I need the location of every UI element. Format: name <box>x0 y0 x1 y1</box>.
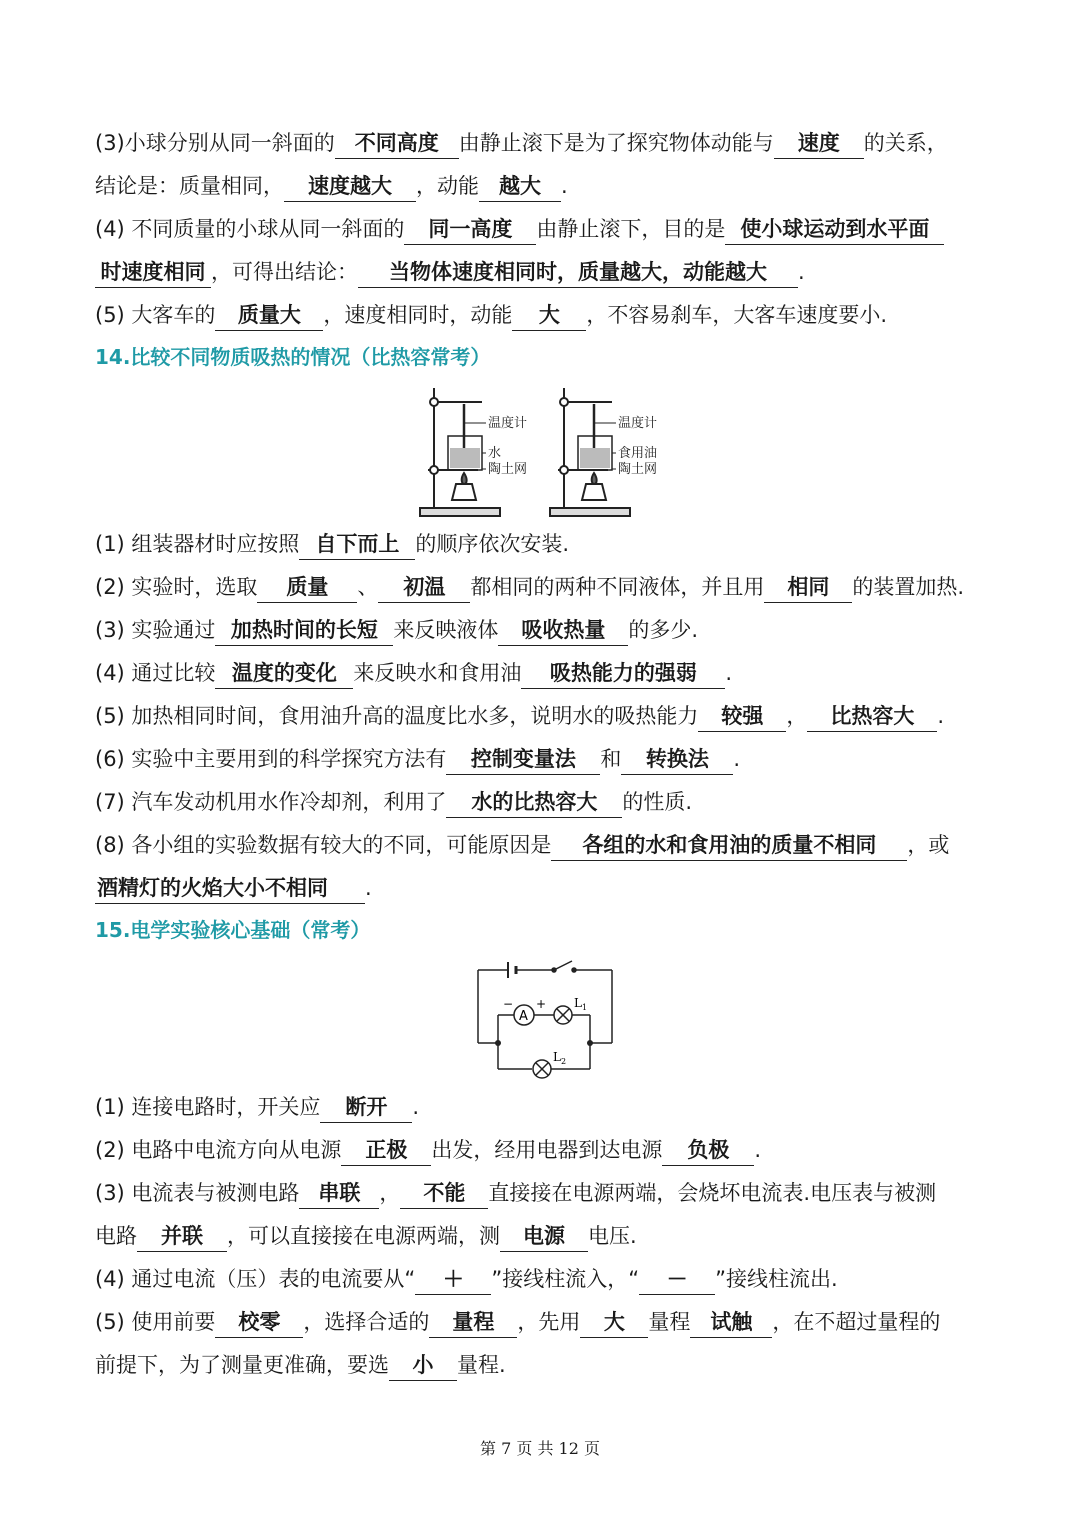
blank-answer: 大 <box>512 300 586 331</box>
blank-answer: 酒精灯的火焰大小不相同 <box>95 873 365 904</box>
heating-apparatus-figure <box>418 380 680 520</box>
s13-q4-line2: 时速度相同 ，可得出结论： 当物体速度相同时，质量越大，动能越大 . <box>95 257 995 288</box>
blank-answer: 校零 <box>215 1307 303 1338</box>
blank-answer: 不能 <box>400 1178 488 1209</box>
blank-answer: 正极 <box>341 1135 431 1166</box>
blank-answer: ＋ <box>415 1264 491 1295</box>
s15-q1: (1) 连接电路时，开关应 断开 . <box>95 1092 995 1123</box>
section-15-heading: 15.电学实验核心基础（常考） <box>95 918 371 942</box>
s15-q3-line2: 电路 并联 ，可以直接接在电源两端，测 电源 电压. <box>95 1221 995 1252</box>
blank-answer: 吸热能力的强弱 <box>521 658 725 689</box>
s14-q8-line1: (8) 各小组的实验数据有较大的不同，可能原因是 各组的水和食用油的质量不相同 ，或 <box>95 830 995 861</box>
blank-answer: 初温 <box>378 572 470 603</box>
s15-q5-line2: 前提下，为了测量更准确，要选 小 量程. <box>95 1350 995 1381</box>
s13-q3-line2: 结论是：质量相同， 速度越大 ，动能 越大 . <box>95 171 995 202</box>
blank-answer: 同一高度 <box>404 214 536 245</box>
s15-q5-line1: (5) 使用前要 校零 ，选择合适的 量程 ，先用 大 量程 试触 ，在不超过量程的 <box>95 1307 995 1338</box>
circuit-diagram-figure <box>470 955 620 1080</box>
s14-q8-line2: 酒精灯的火焰大小不相同 . <box>95 873 995 904</box>
s13-q4-line1: (4) 不同质量的小球从同一斜面的 同一高度 由静止滚下，目的是 使小球运动到水平面 <box>95 214 995 245</box>
blank-answer: 较强 <box>698 701 786 732</box>
blank-answer: 加热时间的长短 <box>215 615 393 646</box>
section-14-heading: 14.比较不同物质吸热的情况（比热容常考） <box>95 345 491 369</box>
blank-answer: 电源 <box>500 1221 588 1252</box>
blank-answer: － <box>639 1264 715 1295</box>
blank-answer: 自下而上 <box>299 529 415 560</box>
blank-answer: 串联 <box>299 1178 379 1209</box>
blank-answer: 不同高度 <box>335 128 459 159</box>
s14-q4: (4) 通过比较 温度的变化 来反映水和食用油 吸热能力的强弱 . <box>95 658 995 689</box>
blank-answer: 水的比热容大 <box>446 787 622 818</box>
s13-q3-line1: (3)小球分别从同一斜面的 不同高度 由静止滚下是为了探究物体动能与 速度 的关系， <box>95 128 995 159</box>
s14-q3: (3) 实验通过 加热时间的长短 来反映液体 吸收热量 的多少. <box>95 615 995 646</box>
blank-answer: 各组的水和食用油的质量不相同 <box>551 830 907 861</box>
blank-answer: 当物体速度相同时，质量越大，动能越大 <box>358 257 798 288</box>
blank-answer: 吸收热量 <box>498 615 628 646</box>
blank-answer: 时速度相同 <box>95 257 211 288</box>
s15-q2: (2) 电路中电流方向从电源 正极 出发，经用电器到达电源 负极 . <box>95 1135 995 1166</box>
s14-q7: (7) 汽车发动机用水作冷却剂，利用了 水的比热容大 的性质. <box>95 787 995 818</box>
gauze-label: 陶土网 <box>618 462 658 477</box>
gauze-label: 陶土网 <box>488 462 528 477</box>
s14-q1: (1) 组装器材时应按照 自下而上 的顺序依次安装. <box>95 529 995 560</box>
minus-terminal: − <box>503 997 514 1011</box>
blank-answer: 质量 <box>257 572 357 603</box>
lamp-l2-label: $L_2$ <box>553 1050 567 1066</box>
s14-q6: (6) 实验中主要用到的科学探究方法有 控制变量法 和 转换法 . <box>95 744 995 775</box>
blank-answer: 使小球运动到水平面 <box>725 214 944 245</box>
blank-answer: 越大 <box>479 171 561 202</box>
thermometer-label: 温度计 <box>618 416 658 431</box>
blank-answer: 速度越大 <box>284 171 416 202</box>
blank-answer: 并联 <box>137 1221 227 1252</box>
blank-answer: 速度 <box>774 128 864 159</box>
water-label: 水 <box>488 446 502 461</box>
blank-answer: 断开 <box>320 1092 412 1123</box>
blank-answer: 控制变量法 <box>446 744 600 775</box>
blank-answer: 质量大 <box>215 300 323 331</box>
s15-q3-line1: (3) 电流表与被测电路 串联 ， 不能 直接接在电源两端，会烧坏电流表.电压表与被测 <box>95 1178 995 1209</box>
s14-q2: (2) 实验时，选取 质量 、 初温 都相同的两种不同液体，并且用 相同 的装置加热. <box>95 572 995 603</box>
blank-answer: 相同 <box>764 572 852 603</box>
oil-label: 食用油 <box>618 446 658 461</box>
blank-answer: 比热容大 <box>807 701 937 732</box>
blank-answer: 量程 <box>429 1307 517 1338</box>
blank-answer: 负极 <box>662 1135 754 1166</box>
lamp-l1-label: $L_1$ <box>574 996 588 1012</box>
s15-q4: (4) 通过电流（压）表的电流要从“ ＋ ”接线柱流入，“ － ”接线柱流出. <box>95 1264 995 1295</box>
blank-answer: 试触 <box>690 1307 772 1338</box>
s13-q5: (5) 大客车的 质量大 ，速度相同时，动能 大 ，不容易刹车，大客车速度要小. <box>95 300 995 331</box>
plus-terminal: + <box>536 997 547 1011</box>
blank-answer: 大 <box>580 1307 648 1338</box>
blank-answer: 转换法 <box>621 744 733 775</box>
page-footer: 第 7 页 共 12 页 <box>480 1439 600 1458</box>
blank-answer: 温度的变化 <box>215 658 353 689</box>
ammeter-symbol: A <box>519 1009 528 1024</box>
blank-answer: 小 <box>389 1350 457 1381</box>
s14-q5: (5) 加热相同时间，食用油升高的温度比水多，说明水的吸热能力 较强 ， 比热容大 . <box>95 701 995 732</box>
thermometer-label: 温度计 <box>488 416 528 431</box>
